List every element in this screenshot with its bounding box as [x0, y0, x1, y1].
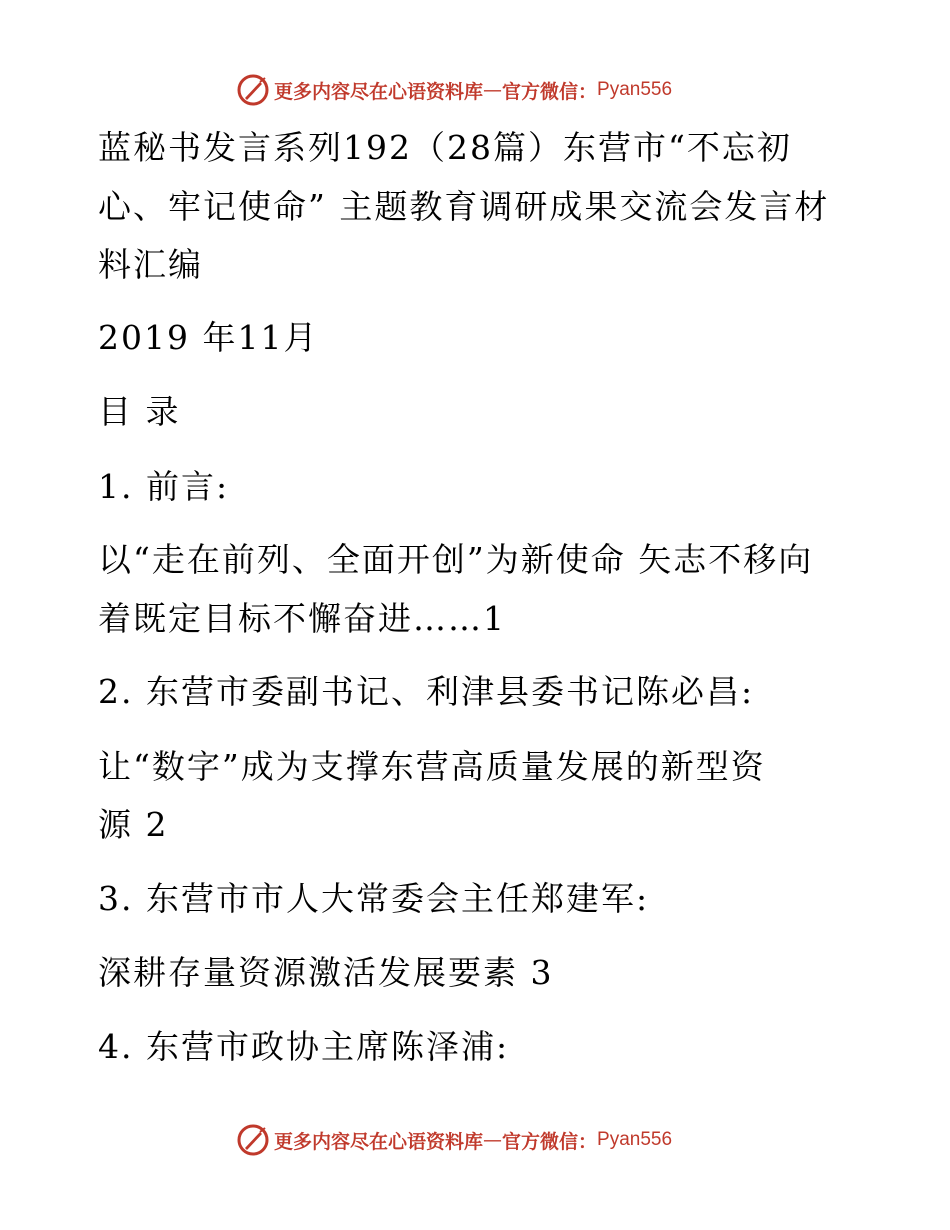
watermark-header	[236, 73, 672, 107]
toc-item-2-text-line-2: 源 2	[98, 805, 169, 844]
toc-item-1-text-line-2: 着既定目标不懈奋进……1	[98, 599, 506, 638]
watermark-text: 更多内容尽在心语资料库	[274, 80, 484, 103]
toc-item-1-heading: 1. 前言:	[98, 467, 230, 506]
watermark-separator: —	[483, 1129, 503, 1151]
watermark-text: 更多内容尽在心语资料库	[274, 1130, 484, 1153]
watermark-separator: —	[483, 79, 503, 101]
watermark-wechat-id: Pyan556	[597, 1129, 673, 1150]
title-line-3: 料汇编	[98, 245, 203, 284]
title-line-1: 蓝秘书发言系列192（28篇）东营市“不忘初	[98, 128, 792, 167]
watermark-wechat-id: Pyan556	[597, 79, 673, 100]
toc-item-3-text: 深耕存量资源激活发展要素 3	[98, 953, 554, 992]
watermark-footer	[236, 1123, 672, 1157]
quill-logo-icon	[236, 73, 270, 107]
toc-item-3-heading: 3. 东营市市人大常委会主任郑建军:	[98, 879, 650, 918]
toc-item-2-text-line-1: 让“数字”成为支撑东营高质量发展的新型资	[98, 747, 766, 786]
toc-item-2-heading: 2. 东营市委副书记、利津县委书记陈必昌:	[98, 672, 755, 711]
title-line-2: 心、牢记使命” 主题教育调研成果交流会发言材	[98, 187, 830, 226]
document-date: 2019 年11月	[98, 318, 319, 357]
watermark-wechat-label: 官方微信：	[502, 1130, 598, 1153]
quill-logo-icon	[236, 1123, 270, 1157]
toc-item-4-heading: 4. 东营市政协主席陈泽浦:	[98, 1027, 510, 1066]
toc-heading: 目 录	[98, 392, 181, 431]
toc-item-1-text-line-1: 以“走在前列、全面开创”为新使命 矢志不移向	[98, 540, 814, 579]
watermark-wechat-label: 官方微信：	[502, 80, 598, 103]
